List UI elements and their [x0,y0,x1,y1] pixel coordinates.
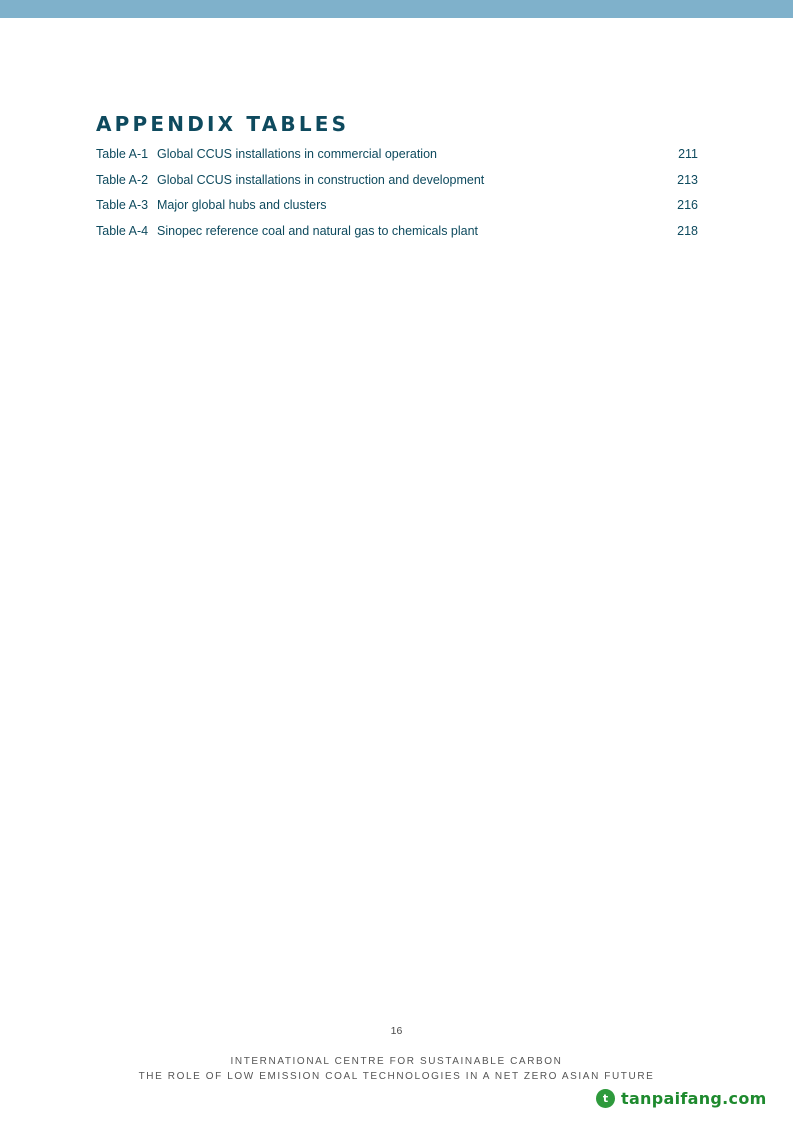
toc-entry-label: Table A-4 [96,223,149,238]
toc-entry-page: 213 [677,172,698,187]
toc-entry[interactable] [96,173,698,199]
toc-entry-title: Global CCUS installations in commercial operation [157,147,437,161]
tanpaifang-logo-icon: t [596,1089,615,1108]
toc-entry-label: Table A-3 [96,198,149,212]
toc-entry[interactable] [96,147,698,173]
appendix-table-list [96,147,698,249]
toc-entry-title: Global CCUS installations in construction and development [157,172,485,187]
toc-entry[interactable] [96,198,698,224]
section-title: APPENDIX TABLES [96,112,350,136]
toc-entry-title: Sinopec reference coal and natural gas to chemicals plant [157,223,479,238]
toc-entry-page: 216 [677,198,698,212]
footer [0,1054,793,1084]
toc-entry-label: Table A-1 [96,147,149,161]
toc-entry-title: Major global hubs and clusters [157,198,327,212]
footer-organization: INTERNATIONAL CENTRE FOR SUSTAINABLE CARBON [230,1056,563,1067]
watermark-text: tanpaifang.com [621,1089,767,1108]
footer-report-title: THE ROLE OF LOW EMISSION COAL TECHNOLOGIES IN A NET ZERO ASIAN FUTURE [138,1071,655,1082]
watermark[interactable] [596,1089,767,1108]
toc-entry[interactable] [96,224,698,250]
toc-entry-label: Table A-2 [96,172,149,187]
toc-entry-page: 218 [677,223,698,238]
header-bar [0,0,793,18]
toc-entry-page: 211 [678,147,698,161]
page-number: 16 [390,1025,403,1037]
